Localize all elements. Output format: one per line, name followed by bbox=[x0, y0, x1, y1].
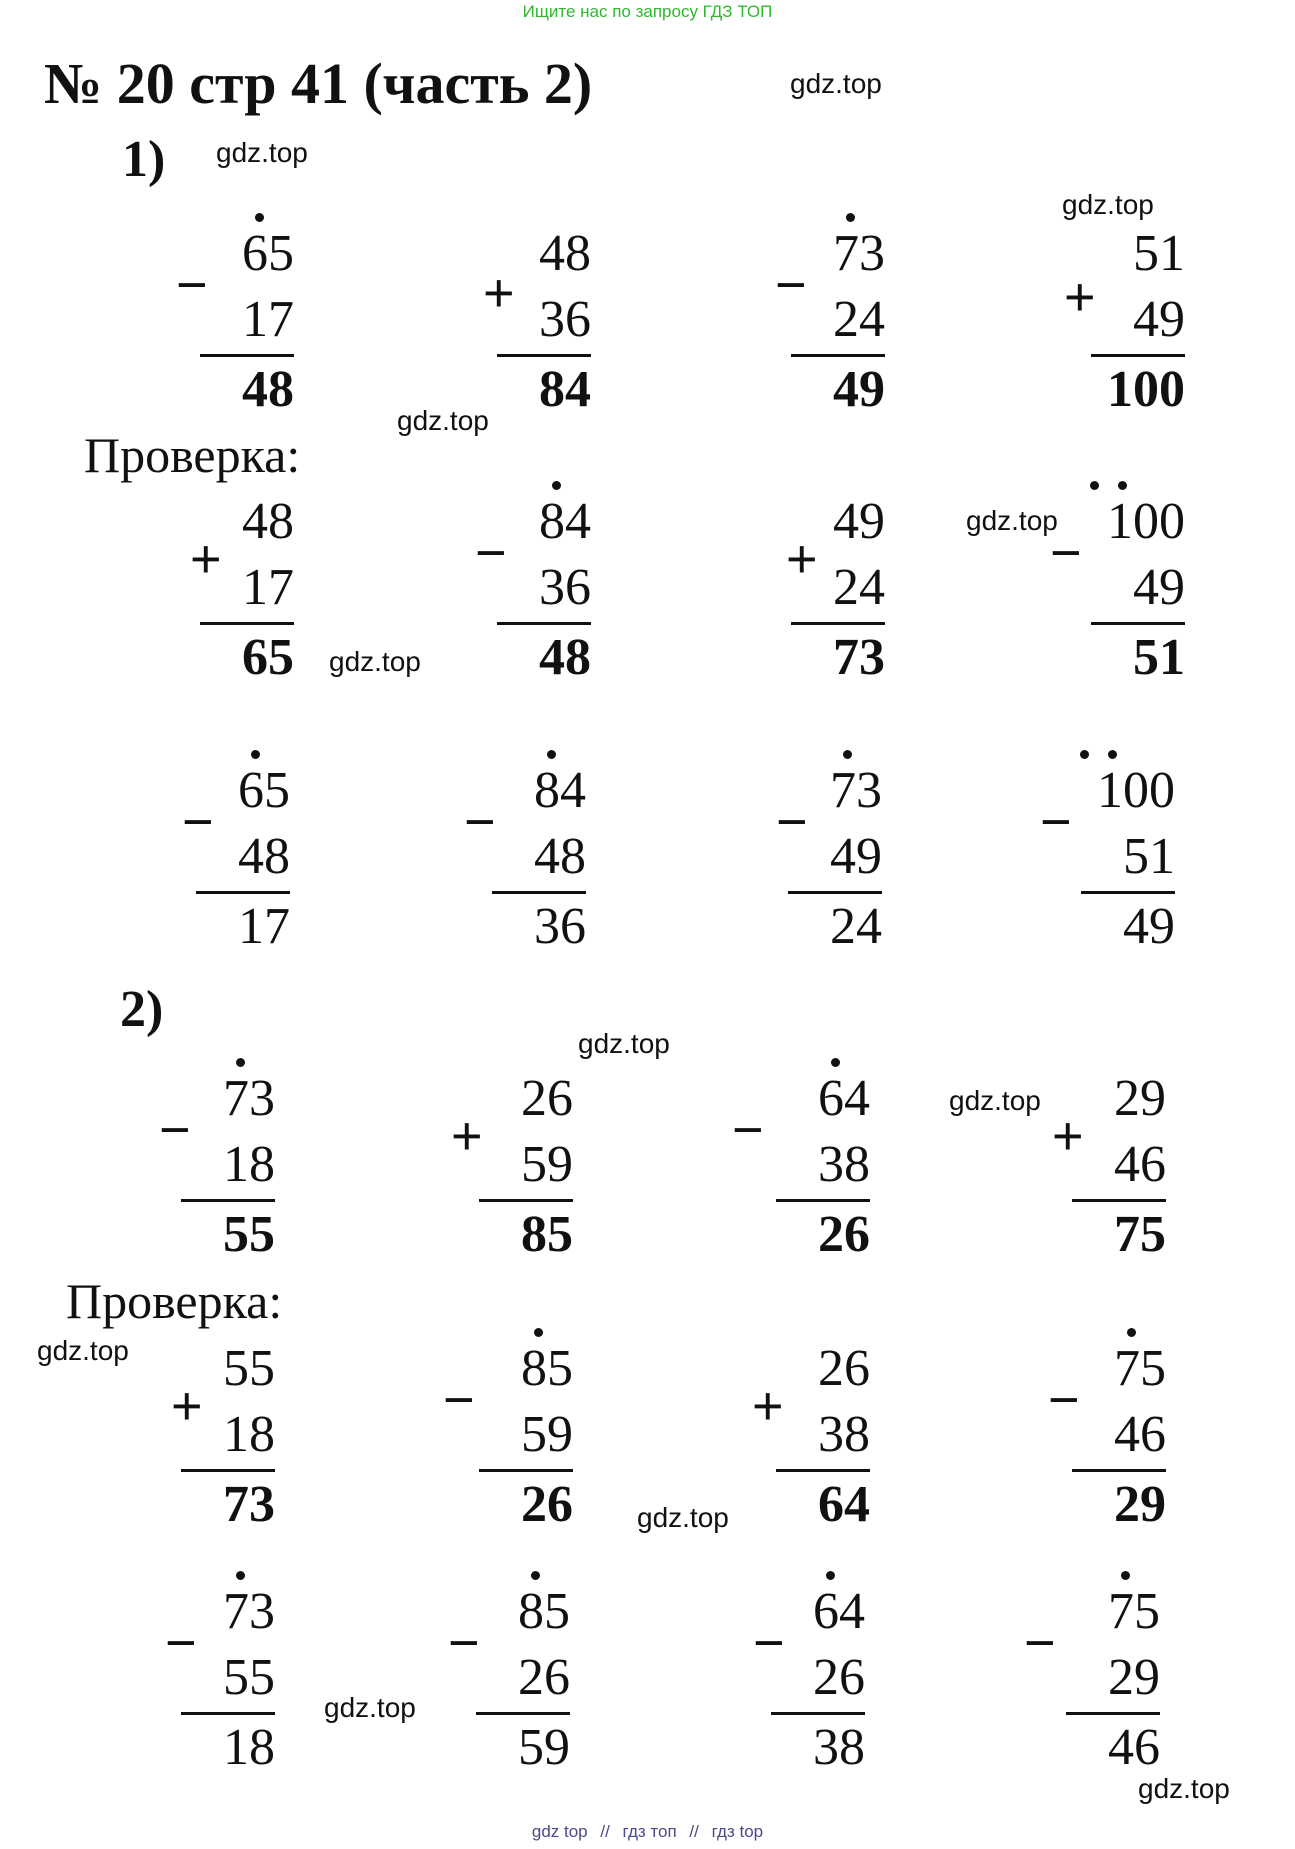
carry-dot bbox=[251, 750, 260, 759]
part-label-2: 2) bbox=[120, 981, 164, 1038]
watermark: gdz.top bbox=[1138, 1773, 1230, 1804]
column-calc bbox=[461, 478, 591, 688]
operand-bottom: 46 bbox=[1114, 1136, 1166, 1193]
result: 84 bbox=[539, 361, 591, 418]
operand-top: 73 bbox=[833, 225, 885, 282]
operand-top: 65 bbox=[238, 762, 290, 819]
operand-top: 100 bbox=[1107, 493, 1185, 550]
operator-sign: + bbox=[1052, 1106, 1084, 1166]
watermark: gdz.top bbox=[216, 137, 308, 168]
column-calc bbox=[1036, 1325, 1166, 1535]
operator-sign: − bbox=[775, 255, 807, 315]
result: 46 bbox=[1108, 1719, 1160, 1776]
operator-sign: − bbox=[176, 255, 208, 315]
result: 51 bbox=[1133, 629, 1185, 686]
result: 85 bbox=[521, 1206, 573, 1263]
footer-link[interactable]: гдз топ bbox=[622, 1822, 677, 1841]
operator-sign: + bbox=[483, 263, 515, 323]
operator-sign: − bbox=[753, 1613, 785, 1673]
result-line bbox=[771, 1712, 865, 1715]
footer-link[interactable]: gdz top bbox=[531, 1822, 588, 1841]
carry-dot bbox=[1108, 750, 1117, 759]
carry-dot bbox=[255, 213, 264, 222]
result-line bbox=[181, 1199, 275, 1202]
top-banner: Ищите нас по запросу ГДЗ ТОП bbox=[522, 2, 773, 21]
operand-top: 85 bbox=[521, 1340, 573, 1397]
operand-top: 64 bbox=[813, 1583, 865, 1640]
part-label-1: 1) bbox=[122, 131, 166, 188]
column-calc bbox=[456, 747, 586, 957]
column-calc bbox=[440, 1568, 570, 1778]
result-line bbox=[181, 1469, 275, 1472]
operator-sign: − bbox=[475, 523, 507, 583]
operand-bottom: 38 bbox=[818, 1136, 870, 1193]
operand-bottom: 55 bbox=[223, 1649, 275, 1706]
operand-bottom: 49 bbox=[1133, 559, 1185, 616]
result: 75 bbox=[1114, 1206, 1166, 1263]
carry-dot bbox=[846, 213, 855, 222]
operand-bottom: 59 bbox=[521, 1136, 573, 1193]
watermark: gdz.top bbox=[578, 1028, 670, 1059]
watermark: gdz.top bbox=[324, 1692, 416, 1723]
operator-sign: + bbox=[1064, 267, 1096, 327]
operator-sign: − bbox=[464, 792, 496, 852]
result-line bbox=[791, 622, 885, 625]
operand-top: 84 bbox=[539, 493, 591, 550]
operator-sign: − bbox=[1050, 523, 1082, 583]
result-line bbox=[788, 891, 882, 894]
operator-sign: − bbox=[182, 792, 214, 852]
footer-links bbox=[0, 1822, 1295, 1842]
watermark: gdz.top bbox=[329, 646, 421, 677]
column-calc bbox=[740, 1325, 870, 1535]
result: 36 bbox=[534, 898, 586, 955]
result: 49 bbox=[833, 361, 885, 418]
watermark: gdz.top bbox=[397, 405, 489, 436]
operator-sign: − bbox=[165, 1613, 197, 1673]
result-line bbox=[492, 891, 586, 894]
watermark: gdz.top bbox=[790, 68, 882, 99]
carry-dot bbox=[1121, 1571, 1130, 1580]
column-calc bbox=[755, 478, 885, 688]
column-calc bbox=[1036, 1055, 1166, 1265]
carry-dot bbox=[236, 1571, 245, 1580]
result-line bbox=[791, 354, 885, 357]
operator-sign: − bbox=[159, 1100, 191, 1160]
operand-top: 75 bbox=[1108, 1583, 1160, 1640]
column-calc bbox=[732, 1055, 870, 1265]
result-line bbox=[1091, 354, 1185, 357]
check-label-1: Проверка: bbox=[84, 427, 301, 483]
column-calc bbox=[443, 1325, 573, 1535]
result-line bbox=[1081, 891, 1175, 894]
carry-dot bbox=[826, 1571, 835, 1580]
column-calc bbox=[461, 210, 591, 420]
column-calc bbox=[1040, 747, 1175, 957]
result-line bbox=[1072, 1469, 1166, 1472]
page-title: № 20 стр 41 (часть 2) bbox=[44, 51, 593, 116]
carry-dot bbox=[831, 1058, 840, 1067]
column-calc bbox=[735, 1568, 865, 1778]
result: 73 bbox=[833, 629, 885, 686]
operand-top: 75 bbox=[1114, 1340, 1166, 1397]
operand-top: 84 bbox=[534, 762, 586, 819]
result: 59 bbox=[518, 1719, 570, 1776]
operator-sign: − bbox=[443, 1370, 475, 1430]
operator-sign: + bbox=[786, 529, 818, 589]
operand-bottom: 48 bbox=[238, 828, 290, 885]
operand-bottom: 24 bbox=[833, 559, 885, 616]
operand-bottom: 36 bbox=[539, 559, 591, 616]
operator-sign: + bbox=[451, 1106, 483, 1166]
watermark: gdz.top bbox=[1062, 189, 1154, 220]
operand-top: 48 bbox=[539, 225, 591, 282]
operand-top: 26 bbox=[818, 1340, 870, 1397]
operand-bottom: 29 bbox=[1108, 1649, 1160, 1706]
operand-bottom: 17 bbox=[242, 559, 294, 616]
result-line bbox=[479, 1469, 573, 1472]
operand-top: 49 bbox=[833, 493, 885, 550]
result-line bbox=[1091, 622, 1185, 625]
result: 38 bbox=[813, 1719, 865, 1776]
result: 49 bbox=[1123, 898, 1175, 955]
footer-separator: // bbox=[689, 1822, 699, 1841]
result: 48 bbox=[539, 629, 591, 686]
operand-top: 55 bbox=[223, 1340, 275, 1397]
result-line bbox=[776, 1469, 870, 1472]
result: 17 bbox=[238, 898, 290, 955]
operand-bottom: 49 bbox=[830, 828, 882, 885]
operand-bottom: 51 bbox=[1123, 828, 1175, 885]
operand-top: 100 bbox=[1097, 762, 1175, 819]
result: 48 bbox=[242, 361, 294, 418]
watermark: gdz.top bbox=[637, 1502, 729, 1533]
result: 29 bbox=[1114, 1476, 1166, 1533]
result-line bbox=[1072, 1199, 1166, 1202]
column-calc bbox=[755, 210, 885, 420]
carry-dot bbox=[1080, 750, 1089, 759]
operand-top: 64 bbox=[818, 1070, 870, 1127]
result-line bbox=[479, 1199, 573, 1202]
operator-sign: − bbox=[448, 1613, 480, 1673]
column-calc bbox=[1050, 210, 1185, 420]
result-line bbox=[497, 354, 591, 357]
result-line bbox=[196, 891, 290, 894]
carry-dot bbox=[547, 750, 556, 759]
result-line bbox=[476, 1712, 570, 1715]
result: 65 bbox=[242, 629, 294, 686]
result: 24 bbox=[830, 898, 882, 955]
operand-top: 26 bbox=[521, 1070, 573, 1127]
watermark: gdz.top bbox=[966, 505, 1058, 536]
result-line bbox=[200, 354, 294, 357]
operator-sign: + bbox=[171, 1376, 203, 1436]
result: 26 bbox=[521, 1476, 573, 1533]
operand-bottom: 26 bbox=[518, 1649, 570, 1706]
result: 73 bbox=[223, 1476, 275, 1533]
watermark: gdz.top bbox=[37, 1335, 129, 1366]
result-line bbox=[181, 1712, 275, 1715]
operand-bottom: 24 bbox=[833, 291, 885, 348]
carry-dot bbox=[552, 481, 561, 490]
operator-sign: − bbox=[1040, 792, 1072, 852]
result: 55 bbox=[223, 1206, 275, 1263]
result-line bbox=[1066, 1712, 1160, 1715]
operand-top: 73 bbox=[223, 1070, 275, 1127]
operand-top: 51 bbox=[1133, 225, 1185, 282]
result-line bbox=[776, 1199, 870, 1202]
watermark: gdz.top bbox=[949, 1085, 1041, 1116]
operator-sign: − bbox=[732, 1100, 764, 1160]
operand-bottom: 59 bbox=[521, 1406, 573, 1463]
operand-bottom: 46 bbox=[1114, 1406, 1166, 1463]
result-line bbox=[200, 622, 294, 625]
operand-top: 48 bbox=[242, 493, 294, 550]
result-line bbox=[497, 622, 591, 625]
operand-top: 73 bbox=[830, 762, 882, 819]
carry-dot bbox=[534, 1328, 543, 1337]
column-calc bbox=[145, 1568, 275, 1778]
carry-dot bbox=[236, 1058, 245, 1067]
footer-separator: // bbox=[600, 1822, 610, 1841]
operand-top: 65 bbox=[242, 225, 294, 282]
operand-bottom: 49 bbox=[1133, 291, 1185, 348]
column-calc bbox=[1050, 478, 1185, 688]
operand-bottom: 36 bbox=[539, 291, 591, 348]
operand-bottom: 18 bbox=[223, 1136, 275, 1193]
result: 26 bbox=[818, 1206, 870, 1263]
check-label-2: Проверка: bbox=[66, 1273, 283, 1329]
column-calc bbox=[160, 747, 290, 957]
result: 64 bbox=[818, 1476, 870, 1533]
operator-sign: − bbox=[1024, 1613, 1056, 1673]
column-calc bbox=[1024, 1568, 1160, 1778]
operand-top: 85 bbox=[518, 1583, 570, 1640]
operator-sign: + bbox=[190, 529, 222, 589]
operand-bottom: 38 bbox=[818, 1406, 870, 1463]
operand-top: 73 bbox=[223, 1583, 275, 1640]
column-calc bbox=[752, 747, 882, 957]
carry-dot bbox=[531, 1571, 540, 1580]
footer-link[interactable]: гдз top bbox=[711, 1822, 764, 1841]
operand-bottom: 17 bbox=[242, 291, 294, 348]
result: 18 bbox=[223, 1719, 275, 1776]
carry-dot bbox=[1118, 481, 1127, 490]
operand-bottom: 48 bbox=[534, 828, 586, 885]
column-calc bbox=[164, 210, 294, 420]
operator-sign: + bbox=[752, 1376, 784, 1436]
column-calc bbox=[443, 1055, 573, 1265]
operand-bottom: 18 bbox=[223, 1406, 275, 1463]
operator-sign: − bbox=[1048, 1370, 1080, 1430]
carry-dot bbox=[1127, 1328, 1136, 1337]
operator-sign: − bbox=[776, 792, 808, 852]
carry-dot bbox=[843, 750, 852, 759]
column-calc bbox=[145, 1055, 275, 1265]
column-calc bbox=[145, 1325, 275, 1535]
carry-dot bbox=[1090, 481, 1099, 490]
operand-bottom: 26 bbox=[813, 1649, 865, 1706]
column-calc bbox=[164, 478, 294, 688]
operand-top: 29 bbox=[1114, 1070, 1166, 1127]
result: 100 bbox=[1107, 361, 1185, 418]
